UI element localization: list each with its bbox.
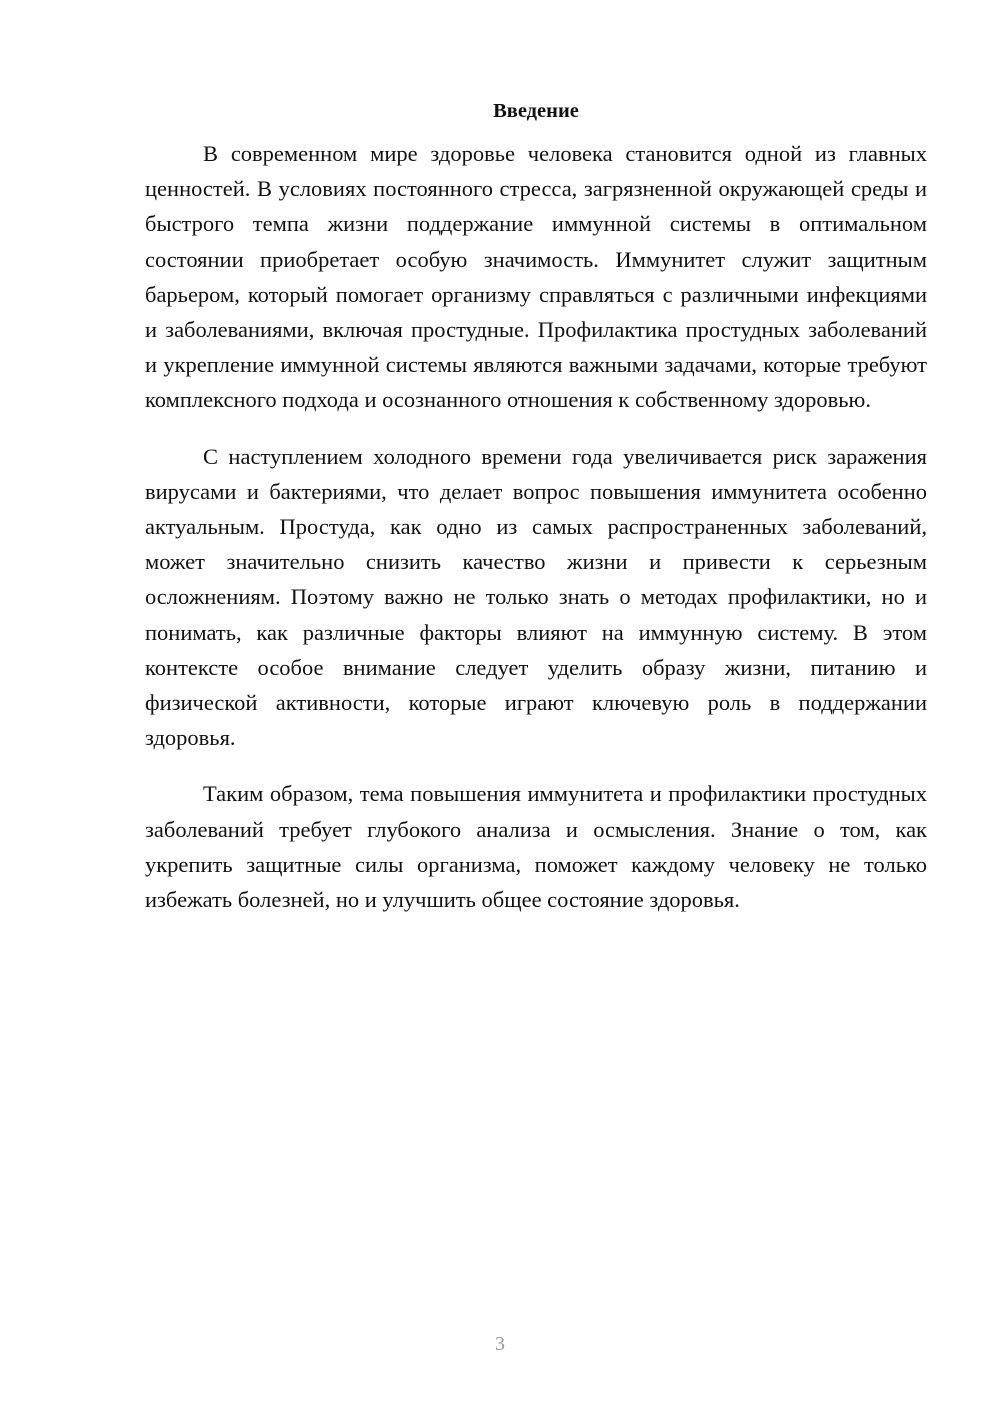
section-title: Введение: [493, 100, 579, 122]
paragraph-3: Таким образом, тема повышения иммунитета и профилактики простудных заболеваний требует глубокого анализа и осмысления. Знание о том, как укрепить защитные силы организма, поможет каждому человеку не только избежать болезней, но и улучшить общее состояние здоровья.: [145, 781, 927, 913]
page-content: [145, 98, 927, 938]
paragraph-2: С наступлением холодного времени года увеличивается риск заражения вирусами и бактериями, что делает вопрос повышения иммунитета особенно актуальным. Простуда, как одно из самых распространенных заболеваний, может значительно снизить качество жизни и привести к серьезным осложнениям. Поэтому важно не только знать о методах профилактики, но и понимать, как различные факторы влияют на иммунную систему. В этом контексте особое внимание следует уделить образу жизни, питанию и физической активности, которые играют ключевую роль в поддержании здоровья.: [145, 443, 927, 751]
page-number: 3: [495, 1333, 505, 1355]
paragraph-1: В современном мире здоровье человека становится одной из главных ценностей. В условиях постоянного стресса, загрязненной окружающей среды и быстрого темпа жизни поддержание иммунной системы в оптимальном состоянии приобретает особую значимость. Иммунитет служит защитным барьером, который помогает организму справляться с различными инфекциями и заболеваниями, включая простудные. Профилактика простудных заболеваний и укрепление иммунной системы являются важными задачами, которые требуют комплексного подхода и осознанного отношения к собственному здоровью.: [145, 141, 927, 413]
